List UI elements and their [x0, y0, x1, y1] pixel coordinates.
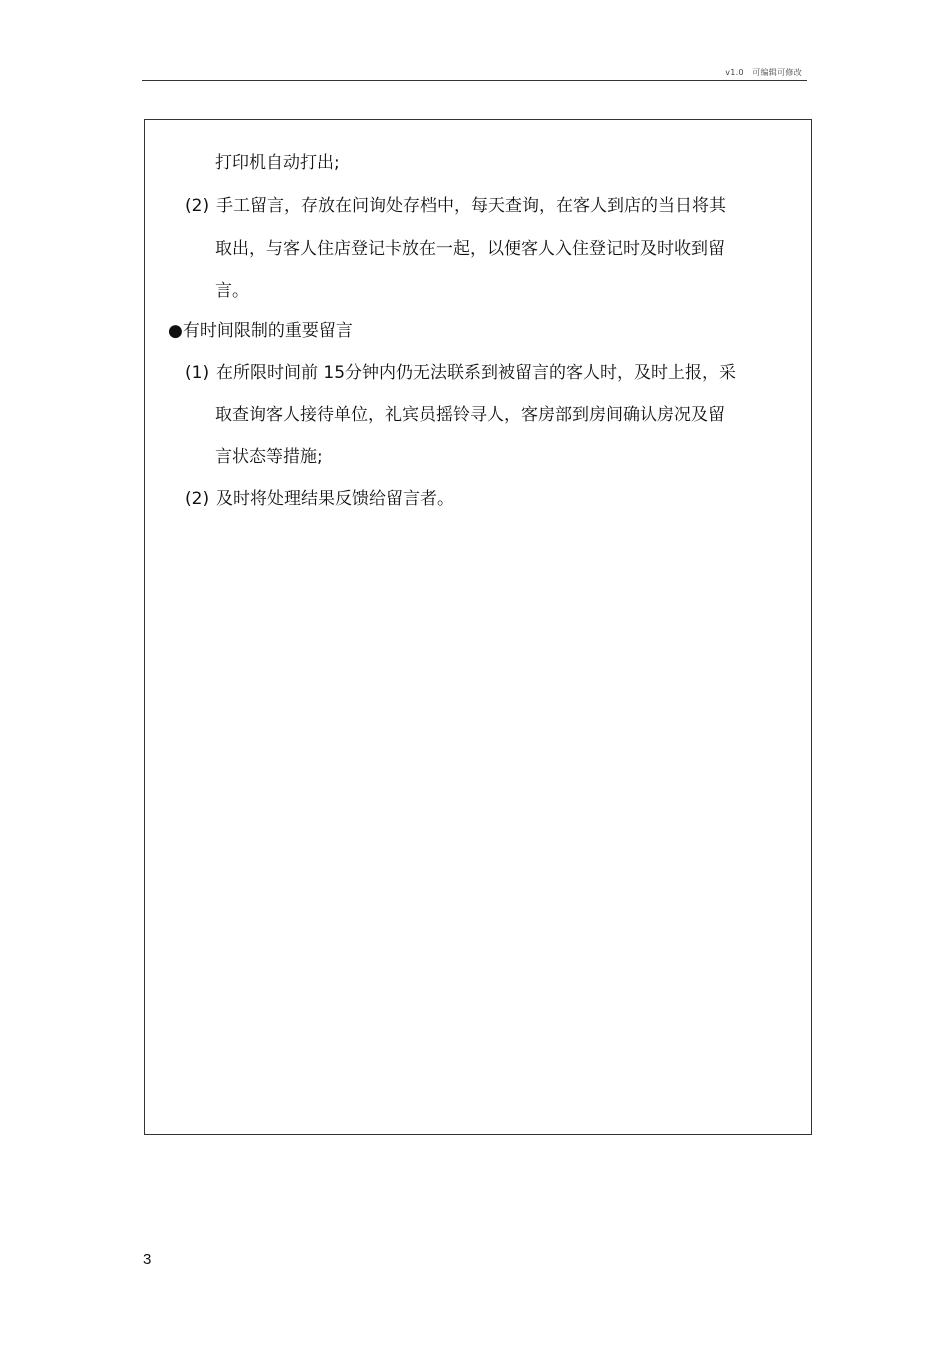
text-line: 打印机自动打出; — [215, 153, 340, 173]
text-line: 取出，与客人住店登记卡放在一起，以便客人入住登记时及时收到留 — [215, 239, 725, 259]
header-version-text: v1.0 可编辑可修改 — [725, 68, 802, 77]
list-item-2b — [185, 488, 454, 510]
text-line: 取查询客人接待单位，礼宾员摇铃寻人，客房部到房间确认房况及留 — [215, 405, 725, 425]
page-number: 3 — [143, 1251, 152, 1268]
list-item-text: 手工留言，存放在问询处存档中，每天查询，在客人到店的当日将其 — [216, 196, 726, 216]
list-item-text: 在所限时间前 15分钟内仍无法联系到被留言的客人时，及时上报，采 — [216, 363, 737, 383]
list-item-number: (1) — [185, 363, 210, 383]
text-line: 言。 — [215, 281, 249, 301]
list-item-2 — [185, 195, 726, 217]
list-item-number: (2) — [185, 196, 210, 216]
list-item-number: (2) — [185, 489, 210, 509]
bullet-heading: ●有时间限制的重要留言 — [168, 321, 353, 341]
header-rule — [142, 80, 807, 81]
content-box — [144, 119, 812, 1135]
text-line: 言状态等措施; — [215, 447, 323, 467]
list-item-text: 及时将处理结果反馈给留言者。 — [216, 489, 454, 509]
list-item-1 — [185, 362, 736, 384]
